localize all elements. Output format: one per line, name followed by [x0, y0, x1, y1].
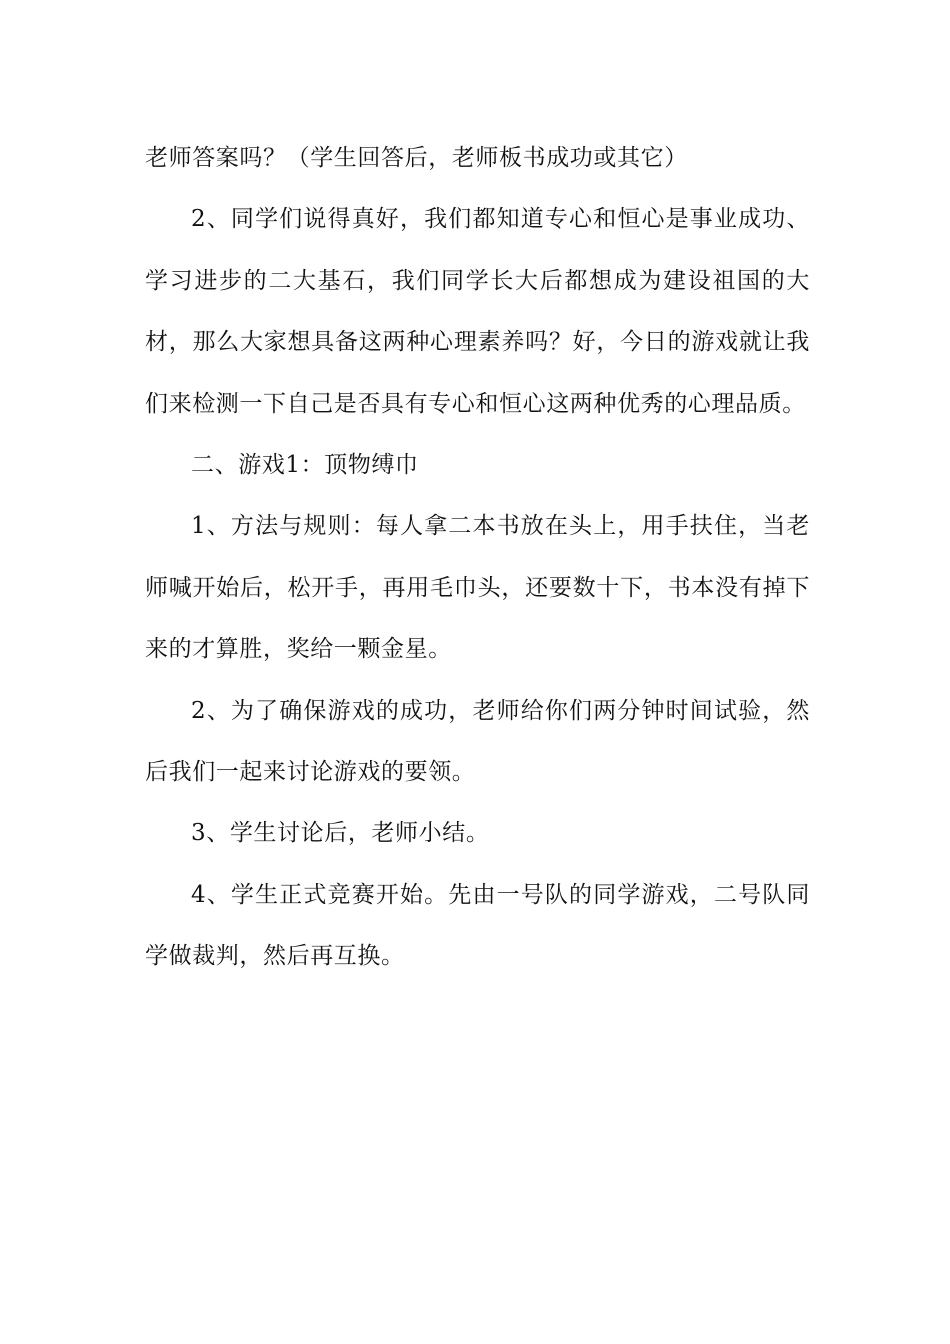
- paragraph-2-importance: 2、同学们说得真好，我们都知道专心和恒心是事业成功、学习进步的二大基石，我们同学长大后都想成为建设祖国的大材，那么大家想具备这两种心理素养吗？好，今日的游戏就让我们来检测一下自己是否具有专心和恒心这两种优秀的心理品质。: [145, 206, 810, 417]
- paragraph-1-rules: 1、方法与规则：每人拿二本书放在头上，用手扶住，当老师喊开始后，松开手，再用毛巾头，还要数十下，书本没有掉下来的才算胜，奖给一颗金星。: [145, 513, 810, 663]
- document-body: [145, 128, 810, 988]
- paragraph-continuation: 老师答案吗？（学生回答后，老师板书成功或其它）: [145, 145, 688, 171]
- section-heading-game-1: 二、游戏1：顶物缚巾: [191, 452, 419, 479]
- paragraph-4-competition: 4、学生正式竞赛开始。先由一号队的同学游戏，二号队同学做裁判，然后再互换。: [145, 881, 810, 970]
- paragraph-2-trial: 2、为了确保游戏的成功，老师给你们两分钟时间试验，然后我们一起来讨论游戏的要领。: [145, 697, 810, 786]
- paragraph-3-summary: 3、学生讨论后，老师小结。: [191, 820, 490, 847]
